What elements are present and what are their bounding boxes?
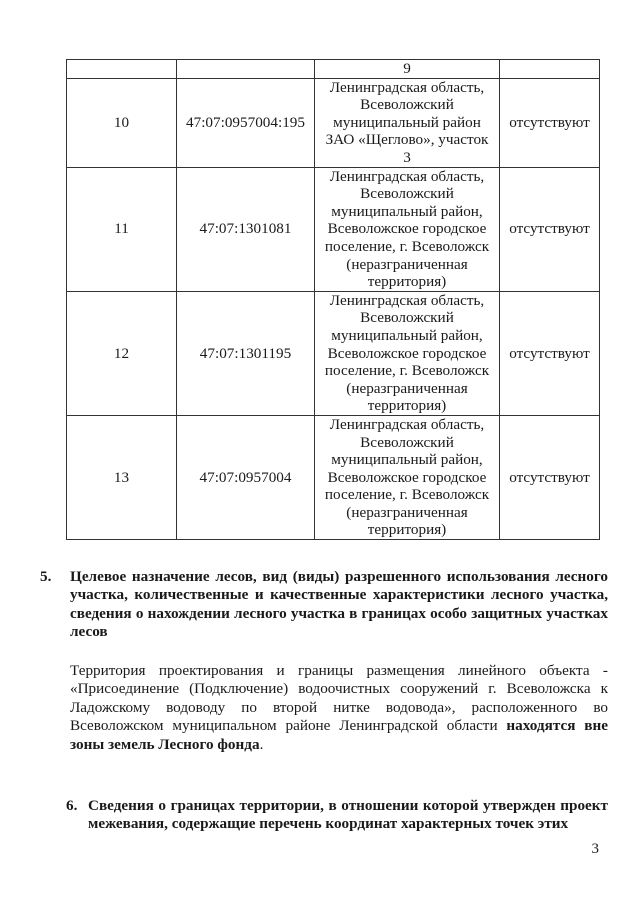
address-line: Ленинградская область, (329, 167, 485, 185)
page-number: 3 (591, 841, 599, 857)
section-5-heading-text: Целевое назначение лесов, вид (виды) разрешенного использования лесного участка, количественные и качественные характеристики лесного участка, сведения о нахождении лесного участка в границах особо защитных участках лесов (70, 568, 608, 641)
address-line: Всеволожский (360, 185, 454, 203)
table-row (67, 167, 600, 291)
address-line: Всеволожское городское (327, 220, 487, 238)
address-line: территория) (367, 273, 447, 291)
address-line: территория) (367, 521, 447, 539)
cell-status (500, 60, 600, 79)
cell-num: 12 (67, 291, 177, 415)
address-line: ЗАО «Щеглово», участок (325, 131, 489, 149)
section-5-body (70, 662, 608, 755)
table-row (67, 78, 600, 167)
section-6-number: 6. (66, 797, 78, 814)
cell-status: отсутствуют (500, 78, 600, 167)
address-line: Всеволожский (360, 309, 454, 327)
cell-num: 10 (67, 78, 177, 167)
cell-cadastral: 47:07:0957004 (177, 415, 315, 539)
address-line: Ленинградская область, (329, 415, 485, 433)
address-line: поселение, г. Всеволожск (324, 486, 490, 504)
section-6 (66, 797, 608, 834)
address-line: муниципальный район, (331, 202, 483, 220)
address-line: Ленинградская область, (329, 291, 485, 309)
address-line: 3 (403, 148, 411, 166)
cell-num: 11 (67, 167, 177, 291)
cell-status: отсутствуют (500, 415, 600, 539)
cell-status: отсутствуют (500, 291, 600, 415)
cell-address: 9 (315, 60, 500, 79)
section-5-body-end: . (259, 736, 264, 753)
address-line: (неразграниченная (346, 503, 468, 521)
address-line: Всеволожский (360, 96, 454, 114)
cell-address (315, 291, 500, 415)
cell-cadastral (177, 60, 315, 79)
section-6-heading (66, 797, 608, 834)
section-5 (40, 568, 608, 755)
address-line: поселение, г. Всеволожск (324, 237, 490, 255)
cell-cadastral: 47:07:1301195 (177, 291, 315, 415)
section-5-number: 5. (40, 568, 52, 585)
address-line: (неразграниченная (346, 379, 468, 397)
address-line: поселение, г. Всеволожск (324, 362, 490, 380)
address-line: Всеволожский (360, 433, 454, 451)
address-line: (неразграниченная (346, 255, 468, 273)
cell-address (315, 415, 500, 539)
address-line: территория) (367, 397, 447, 415)
table-row (67, 291, 600, 415)
cell-num (67, 60, 177, 79)
address-line: муниципальный район (333, 113, 481, 131)
cell-address (315, 167, 500, 291)
cell-status: отсутствуют (500, 167, 600, 291)
land-plots-table (66, 59, 600, 540)
cell-address (315, 78, 500, 167)
section-5-heading (40, 568, 608, 642)
address-line: Всеволожское городское (327, 344, 487, 362)
cell-cadastral: 47:07:0957004:195 (177, 78, 315, 167)
address-line: муниципальный район, (331, 326, 483, 344)
table-row (67, 415, 600, 539)
address-line: муниципальный район, (331, 451, 483, 469)
section-6-heading-text: Сведения о границах территории, в отношении которой утвержден проект межевания, содержащие перечень координат характерных точек этих (88, 797, 608, 833)
table-row-continued (67, 60, 600, 79)
cell-cadastral: 47:07:1301081 (177, 167, 315, 291)
cell-num: 13 (67, 415, 177, 539)
section-5-body-bold: находятся вне зоны земель Лесного фонда (70, 717, 608, 753)
address-line: Ленинградская область, (329, 78, 485, 96)
address-line: Всеволожское городское (327, 468, 487, 486)
section-5-body-text: Территория проектирования и границы размещения линейного объекта - «Присоединение (Подключение) водоочистных сооружений г. Всеволожска к Ладожскому водоводу по второй нитке водовода», расположенного во Всеволожском муниципальном районе Ленинградской области (70, 661, 608, 735)
